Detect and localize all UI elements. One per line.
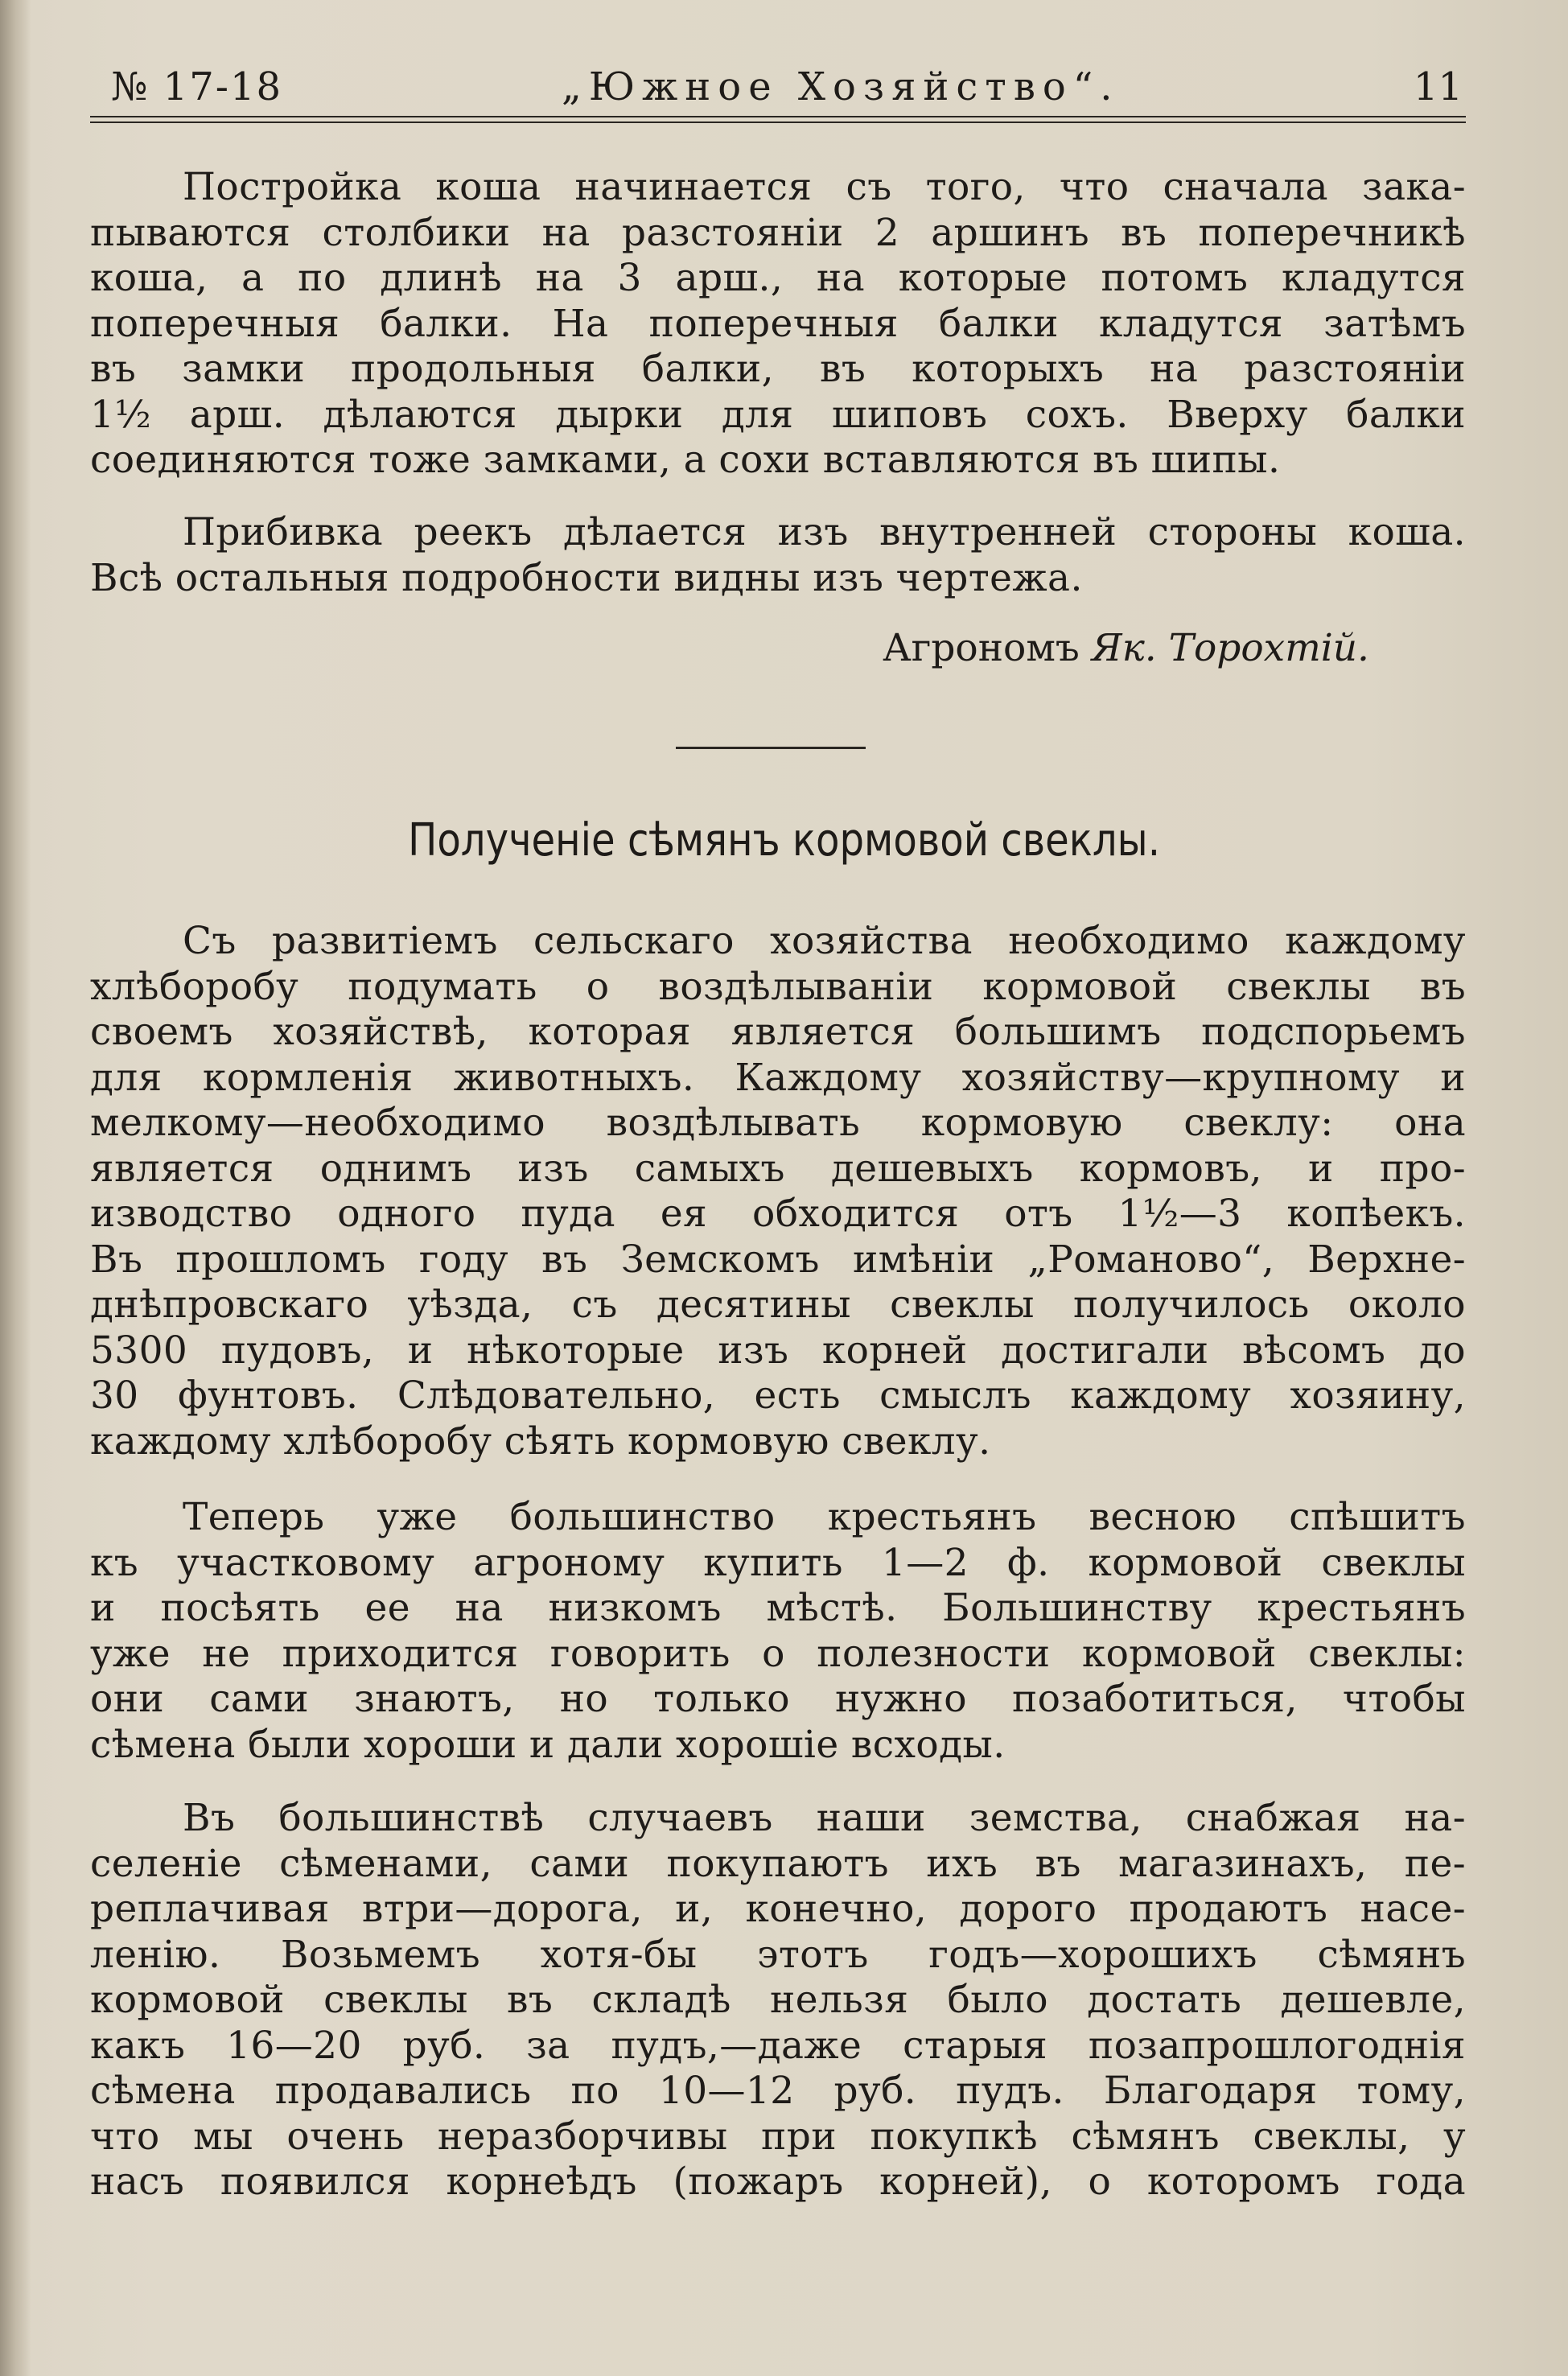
text-line: какъ 16—20 руб. за пудъ,—даже старыя позапрошлогоднія (90, 2023, 1466, 2068)
text-line: селеніе сѣменами, сами покупаютъ ихъ въ магазинахъ, пе- (90, 1841, 1466, 1886)
text-line: Въ прошломъ году въ Земскомъ имѣніи „Романово“, Верхне- (90, 1237, 1466, 1282)
author-title: Агрономъ (883, 626, 1080, 670)
text-line: каждому хлѣборобу сѣять кормовую свеклу. (90, 1419, 991, 1464)
article2-paragraph-3 (90, 1796, 1466, 2205)
text-line: пываются столбики на разстояніи 2 аршинъ въ поперечникѣ (90, 210, 1466, 255)
article1-paragraph-1 (90, 165, 1466, 484)
text-line: 1½ арш. дѣлаются дырки для шиповъ сохъ. Вверху балки (90, 392, 1466, 437)
header-rule-bottom (90, 121, 1466, 123)
text-line: Въ большинствѣ случаевъ наши земства, снабжая на- (183, 1796, 1466, 1840)
text-line: къ участковому агроному купить 1—2 ф. кормовой свеклы (90, 1540, 1466, 1585)
text-line: Постройка коша начинается съ того, что сначала зака- (183, 165, 1466, 209)
article2-paragraph-1 (90, 919, 1466, 1464)
text-line: Теперь уже большинство крестьянъ весною спѣшитъ (183, 1495, 1466, 1539)
article1-paragraph-2 (90, 510, 1466, 601)
journal-title: „Южное Хозяйство“. (562, 64, 1120, 109)
text-line: сѣмена были хороши и дали хорошіе всходы. (90, 1722, 1006, 1767)
header-rule-top (90, 116, 1466, 117)
text-line: соединяются тоже замками, а сохи вставляются въ шипы. (90, 438, 1281, 482)
section-divider (676, 747, 866, 749)
text-line: изводство одного пуда ея обходится отъ 1½—3 копѣекъ. (90, 1192, 1466, 1236)
text-line: и посѣять ее на низкомъ мѣстѣ. Большинству крестьянъ (90, 1586, 1466, 1630)
text-line: коша, а по длинѣ на 3 арш., на которые потомъ кладутся (90, 256, 1466, 300)
text-line: Прибивка реекъ дѣлается изъ внутренней стороны коша. (183, 510, 1466, 554)
article2-paragraph-2 (90, 1495, 1466, 1768)
text-line: что мы очень неразборчивы при покупкѣ сѣмянъ свеклы, у (90, 2114, 1466, 2159)
author-name: Як. Торохтій. (1091, 626, 1369, 670)
page-binding-shadow (0, 0, 31, 2376)
text-line: мелкому—необходимо воздѣлывать кормовую свеклу: она (90, 1101, 1466, 1145)
text-line: является однимъ изъ самыхъ дешевыхъ кормовъ, и про- (90, 1146, 1466, 1191)
text-line: насъ появился корнеѣдъ (пожаръ корней), о которомъ года (90, 2160, 1466, 2204)
text-line: Съ развитіемъ сельскаго хозяйства необходимо каждому (183, 919, 1466, 963)
author-signature (90, 626, 1369, 671)
running-header (111, 63, 1463, 111)
article2-title: Полученіе сѣмянъ кормовой свеклы. (408, 814, 1161, 867)
text-line: въ замки продольныя балки, въ которыхъ на разстояніи (90, 347, 1466, 391)
text-line: своемъ хозяйствѣ, которая является большимъ подспорьемъ (90, 1010, 1466, 1054)
text-line: поперечныя балки. На поперечныя балки кладутся затѣмъ (90, 301, 1466, 346)
page-number: 11 (1413, 64, 1463, 109)
text-line: они сами знаютъ, но только нужно позаботиться, чтобы (90, 1677, 1466, 1721)
issue-number: № 17-18 (111, 64, 283, 109)
text-line: для кормленія животныхъ. Каждому хозяйству—крупному и (90, 1055, 1466, 1100)
text-line: 5300 пудовъ, и нѣкоторые изъ корней достигали вѣсомъ до (90, 1328, 1466, 1373)
text-line: днѣпровскаго уѣзда, съ десятины свеклы получилось около (90, 1283, 1466, 1327)
text-line: Всѣ остальныя подробности видны изъ чертежа. (90, 555, 1083, 600)
text-line: кормовой свеклы въ складѣ нельзя было достать дешевле, (90, 1978, 1466, 2022)
text-line: 30 фунтовъ. Слѣдовательно, есть смыслъ каждому хозяину, (90, 1373, 1466, 1418)
text-line: сѣмена продавались по 10—12 руб. пудъ. Благодаря тому, (90, 2069, 1466, 2113)
text-line: реплачивая втри—дорога, и, конечно, дорого продаютъ насе- (90, 1887, 1466, 1931)
text-line: уже не приходится говорить о полезности кормовой свеклы: (90, 1631, 1466, 1676)
text-line: ленію. Возьмемъ хотя-бы этотъ годъ—хорошихъ сѣмянъ (90, 1932, 1466, 1977)
text-line: хлѣборобу подумать о воздѣлываніи кормовой свеклы въ (90, 964, 1466, 1009)
